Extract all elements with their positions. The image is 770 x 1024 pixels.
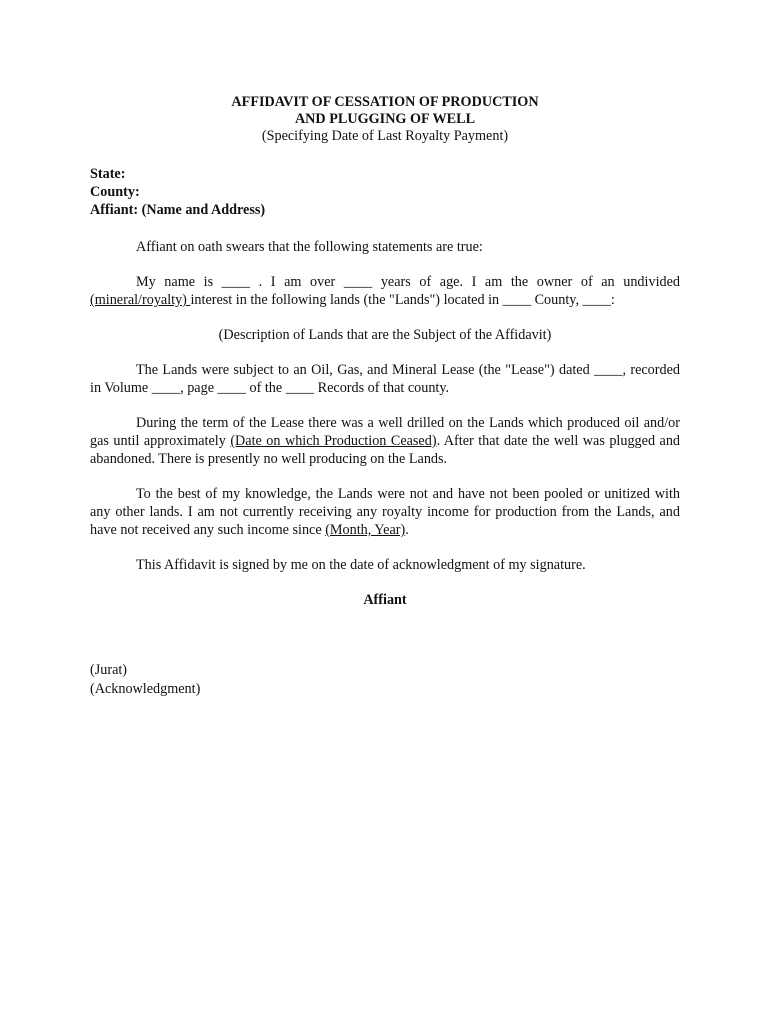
document-subtitle: (Specifying Date of Last Royalty Payment) [261,128,509,144]
identity-text-end: interest in the following lands (the "Lands") located in ____ County, ____: [190,292,615,308]
well-text-start: During the term of the Lease there was a well drilled on the Lands which produced oil and/or gas until approximately [90,415,680,449]
acknowledgment-label: (Acknowledgment) [90,681,201,697]
royalty-text-start: To the best of my knowledge, the Lands were not and have not been pooled or unitized with any other lands. I am not currently receiving any royalty income for production from the Lands, and have not received any such income since [90,486,680,538]
jurat-label: (Jurat) [90,662,128,678]
title-block [90,94,680,145]
well-text-end: . After that date the well was plugged and abandoned. There is presently no well producing on the Lands. [90,433,681,467]
document-title-line-2: AND PLUGGING OF WELL [294,111,476,127]
header-fields [90,165,680,219]
lease-paragraph: The Lands were subject to an Oil, Gas, and Mineral Lease (the "Lease") dated ____, recorded in Volume ____, page ____ of the ____ Records of that county. [90,362,680,396]
well-paragraph [90,414,680,468]
oath-paragraph: Affiant on oath swears that the following statements are true: [136,239,483,255]
closing-block [90,661,680,699]
royalty-text-end: . [405,522,409,538]
state-label: State: [90,166,126,182]
month-year-placeholder: (Month, Year) [325,522,406,538]
document-body [90,94,680,699]
signature-statement: This Affidavit is signed by me on the date of acknowledgment of my signature. [136,557,586,573]
affiant-label: Affiant: (Name and Address) [90,202,266,218]
identity-text-start: My name is ____ . I am over ____ years of age. I am the owner of an undivided [136,274,680,290]
royalty-paragraph [90,485,680,539]
affiant-signature-label: Affiant [363,592,407,608]
identity-paragraph [90,273,680,309]
lands-description-placeholder: (Description of Lands that are the Subject of the Affidavit) [218,327,552,343]
mineral-royalty-placeholder: (mineral/royalty) [90,292,191,308]
production-ceased-placeholder: (Date on which Production Ceased) [230,433,437,449]
county-label: County: [90,184,140,200]
document-title-line-1: AFFIDAVIT OF CESSATION OF PRODUCTION [231,94,539,110]
